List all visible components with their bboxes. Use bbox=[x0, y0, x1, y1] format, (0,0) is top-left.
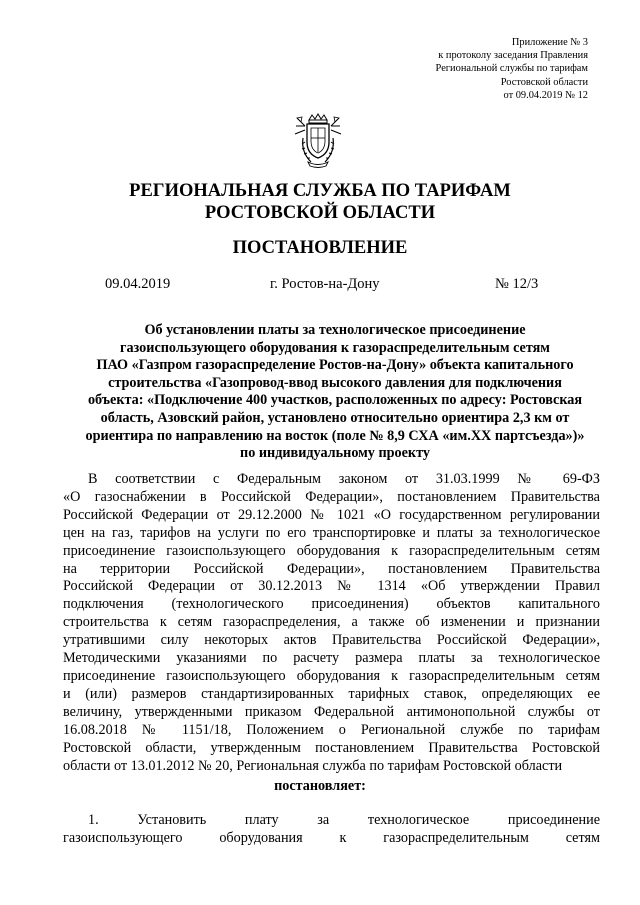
body-line: области от 13.01.2012 № 20, Региональная служба по тарифам Ростовской области bbox=[63, 757, 563, 774]
subject-line: объекта: «Подключение 400 участков, расположенных по адресу: Ростовская bbox=[87, 392, 583, 409]
item-line: газоиспользующего оборудования к газораспределительным сетям bbox=[63, 830, 600, 846]
body-line: Методическими указаниями по расчету размера платы за технологическое bbox=[63, 650, 600, 667]
appendix-line: к протоколу заседания Правления bbox=[438, 50, 588, 62]
body-line: «О газоснабжении в Российской Федерации», постановлением Правительства bbox=[63, 488, 600, 505]
appendix-line: Приложение № 3 bbox=[511, 37, 588, 48]
subject-line: ориентира по направлению на восток (поле № 8,9 СХА «им.XX партсъезда»)» bbox=[85, 427, 585, 444]
subject-line: область, Азовский район, установлено относительно ориентира 2,3 км от bbox=[100, 409, 570, 426]
body-line: Российской Федерации от 30.12.2013 № 1314 «Об утверждении Правил bbox=[63, 578, 600, 595]
body-line: подключения (технологического присоединения) объектов капитального bbox=[63, 596, 600, 613]
appendix-line: от 09.04.2019 № 12 bbox=[503, 89, 588, 101]
body-line: 16.08.2018 № 1151/18, Положением о Региональной службе по тарифам bbox=[63, 721, 600, 738]
body-line: строительства к сетям газораспределения, а также об изменении и признании bbox=[63, 614, 600, 631]
appendix-line: Региональной службы по тарифам bbox=[435, 63, 588, 75]
body-line: Ростовской области, утвержденным постановлением Правительства Ростовской bbox=[63, 739, 600, 756]
document-city: г. Ростов-на-Дону bbox=[270, 276, 380, 292]
document-date: 09.04.2019 bbox=[105, 276, 171, 292]
body-line: присоединение газоиспользующего оборудования к газораспределительным сетям bbox=[63, 667, 600, 684]
resolution-item-1 bbox=[63, 811, 600, 847]
subject-line: ПАО «Газпром газораспределение Ростов-на-Дону» объекта капитального bbox=[96, 357, 574, 374]
document-type: ПОСТАНОВЛЕНИЕ bbox=[232, 238, 408, 258]
subject-line: газоиспользующего оборудования к газораспределительным сетям bbox=[120, 339, 550, 356]
subject-line: Об установлении платы за технологическое присоединение bbox=[144, 322, 526, 338]
appendix-line: Ростовской области bbox=[500, 76, 588, 88]
body-line: утратившими силу некоторых актов Правительства Российской Федерации», bbox=[63, 632, 600, 649]
organization-title-region: РОСТОВСКОЙ ОБЛАСТИ bbox=[204, 203, 436, 223]
organization-title: РЕГИОНАЛЬНАЯ СЛУЖБА ПО ТАРИФАМ bbox=[129, 181, 511, 201]
body-line: на территории Российской Федерации», постановлением Правительства bbox=[63, 560, 600, 577]
document-subject bbox=[64, 322, 606, 463]
body-line: присоединение газоиспользующего оборудования к газораспределительным сетям bbox=[63, 542, 600, 559]
body-line: и (или) размеров стандартизированных тарифных ставок, определяющих ее bbox=[63, 685, 600, 702]
preamble-paragraph bbox=[63, 471, 600, 775]
appendix-note bbox=[436, 36, 588, 102]
item-line: 1. Установить плату за технологическое присоединение bbox=[88, 812, 600, 828]
resolves-heading: постановляет: bbox=[274, 778, 366, 794]
subject-line: строительства «Газопровод-ввод высокого давления для подключения bbox=[108, 374, 562, 391]
document-number: № 12/3 bbox=[495, 276, 539, 292]
body-line: В соответствии с Федеральным законом от 31.03.1999 № 69-ФЗ bbox=[88, 471, 600, 487]
rostov-coat-of-arms-icon bbox=[293, 112, 343, 170]
subject-line: по индивидуальному проекту bbox=[240, 445, 430, 462]
body-line: величину, утвержденными приказом Федеральной антимонопольной службы от bbox=[63, 703, 600, 720]
body-line: цен на газ, тарифов на услуги по его транспортировке и платы за технологическое bbox=[63, 524, 600, 541]
body-line: Российской Федерации от 29.12.2000 № 1021 «О государственном регулировании bbox=[63, 506, 600, 523]
